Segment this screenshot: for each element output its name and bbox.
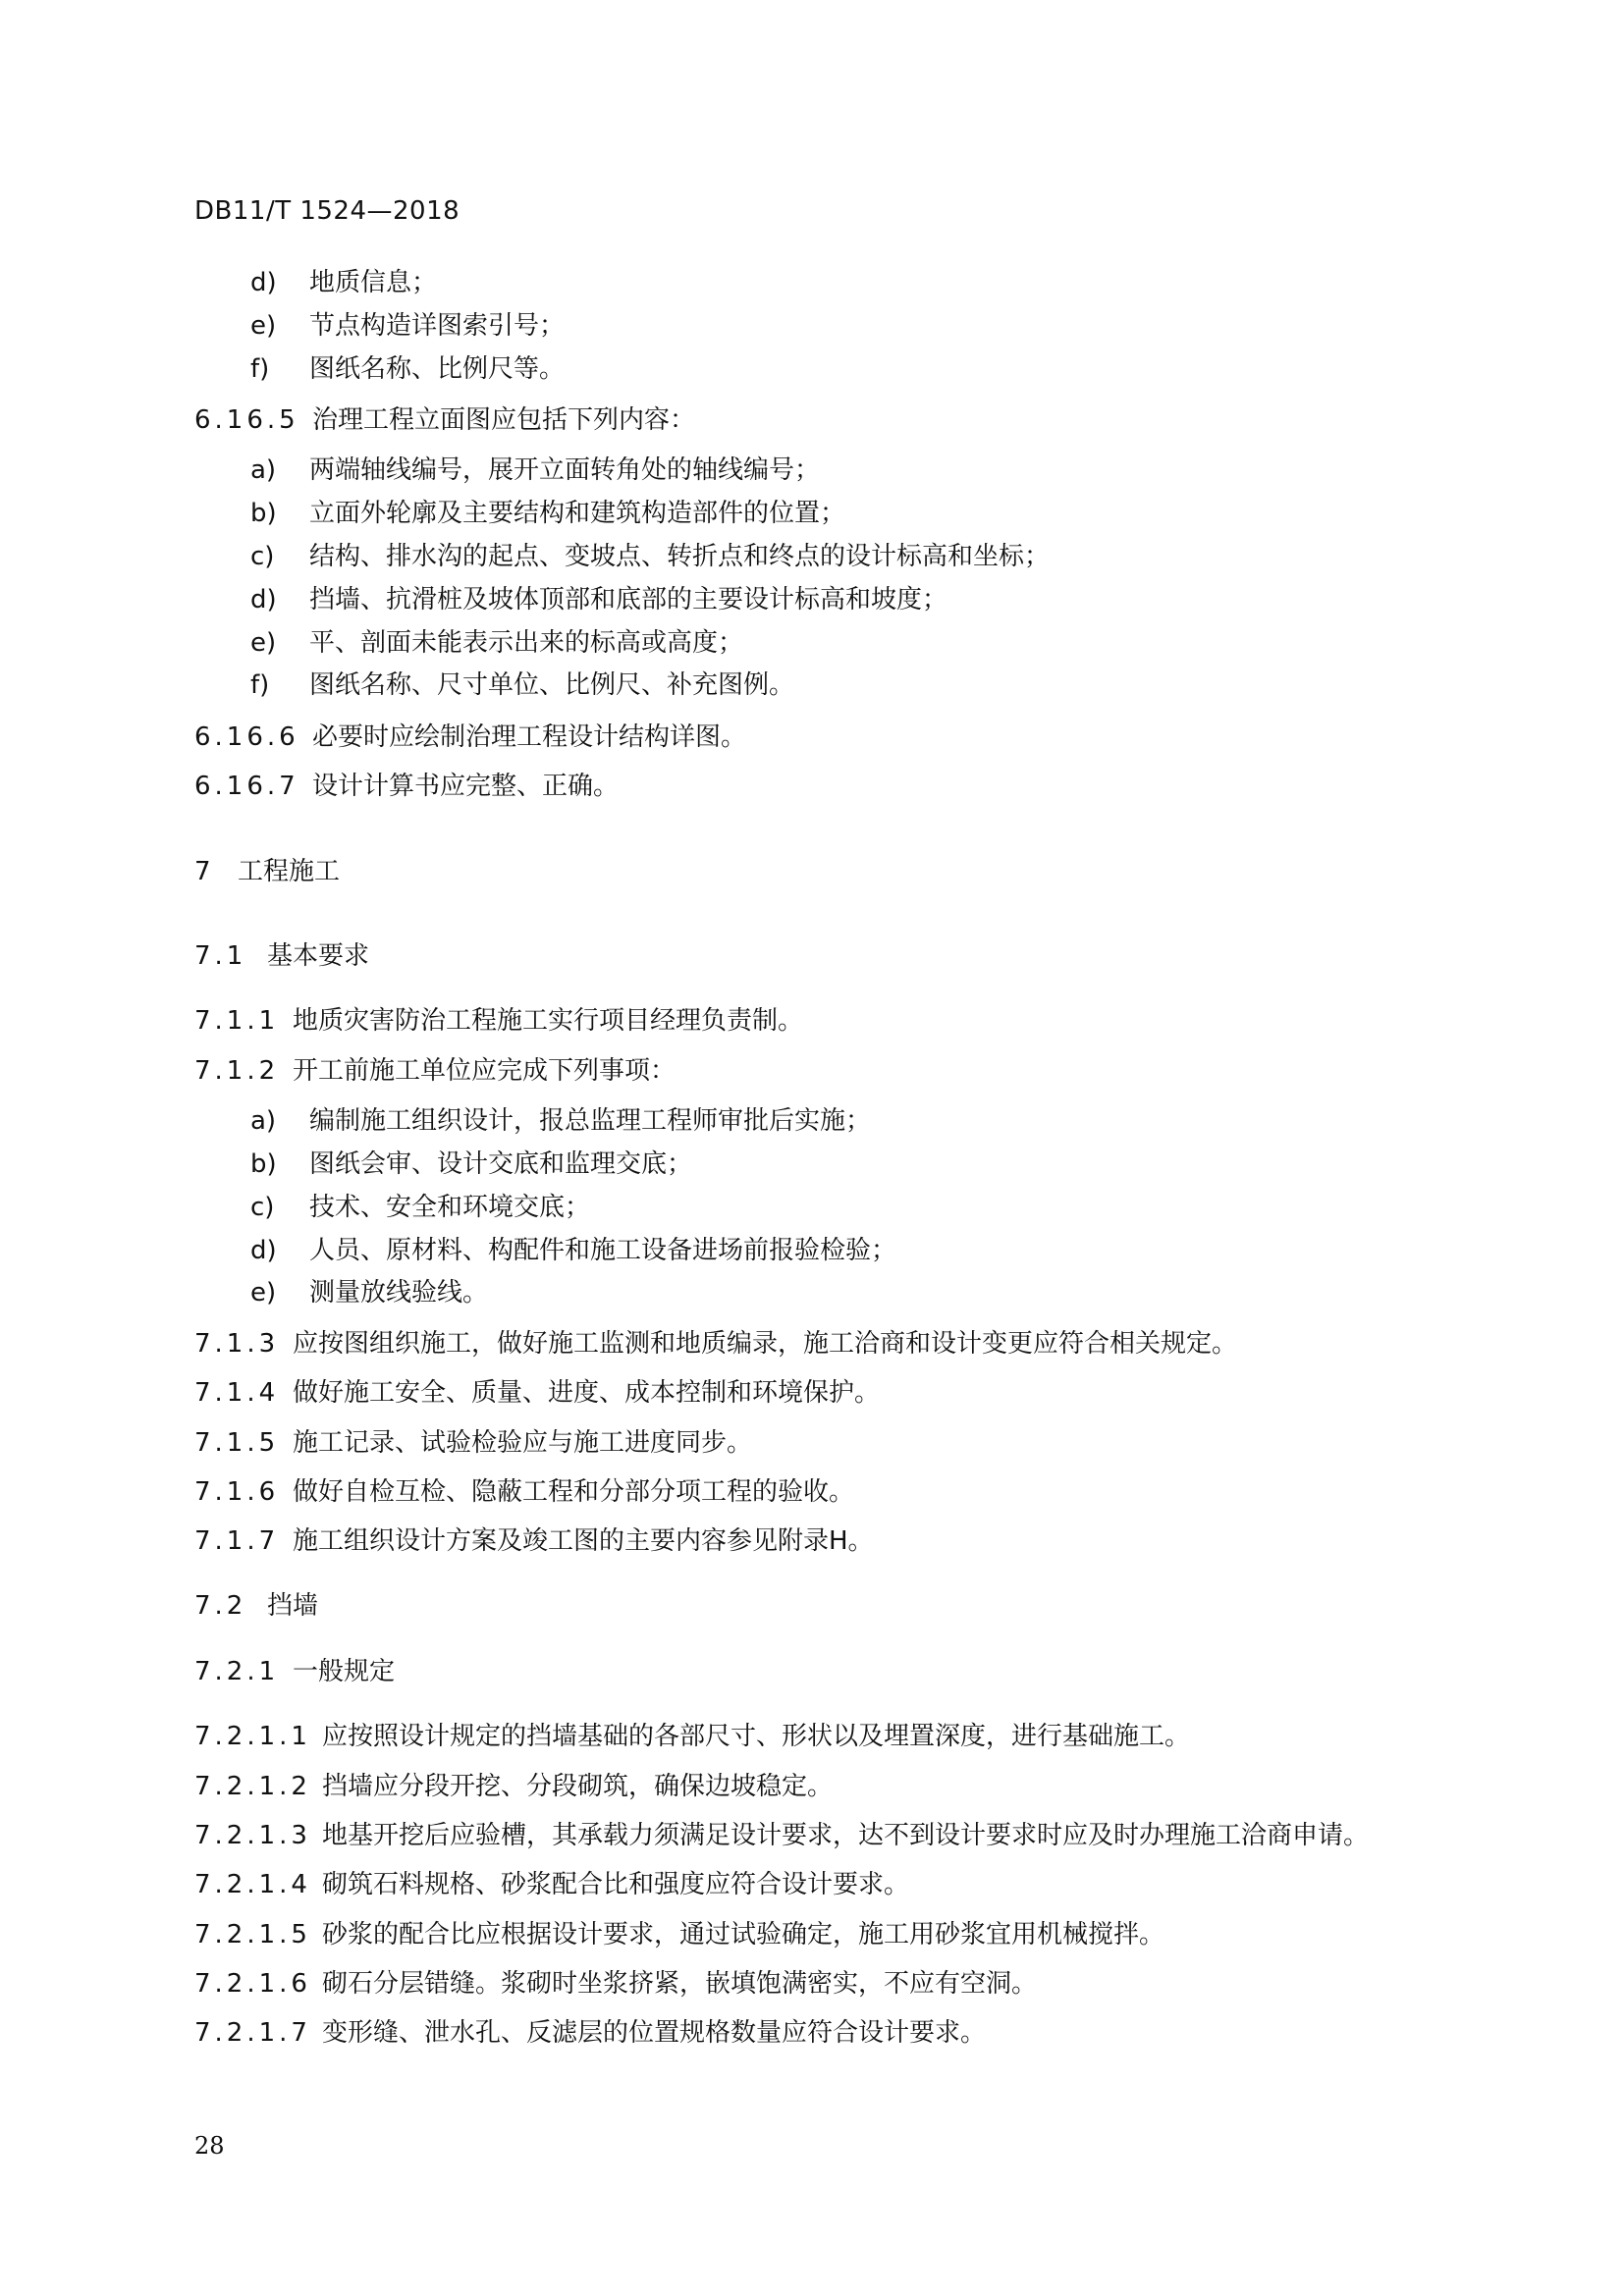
clause: 7.2.1.4 砌筑石料规格、砂浆配合比和强度应符合设计要求。 (194, 1870, 910, 1899)
subsection-heading: 7.2.1 一般规定 (194, 1657, 396, 1686)
clause: 7.2.1.6 砌石分层错缝。浆砌时坐浆挤紧，嵌填饱满密实，不应有空洞。 (194, 1969, 1038, 1999)
clause: 7.2.1.5 砂浆的配合比应根据设计要求，通过试验确定，施工用砂浆宜用机械搅拌。 (194, 1920, 1165, 1949)
list-item: a) 两端轴线编号，展开立面转角处的轴线编号； (250, 455, 821, 485)
list-item: e) 平、剖面未能表示出来的标高或高度； (250, 628, 744, 658)
list-item: b) 图纸会审、设计交底和监理交底； (250, 1149, 693, 1179)
list-item: b) 立面外轮廓及主要结构和建筑构造部件的位置； (250, 499, 846, 528)
clause: 7.1.1 地质灾害防治工程施工实行项目经理负责制。 (194, 1006, 804, 1036)
clause: 7.1.2 开工前施工单位应完成下列事项： (194, 1056, 677, 1086)
page-number: 28 (194, 2132, 225, 2160)
chapter-heading: 7 工程施工 (194, 857, 341, 886)
list-item: d) 人员、原材料、构配件和施工设备进场前报验检验； (250, 1236, 897, 1265)
list-item: a) 编制施工组织设计，报总监理工程师审批后实施； (250, 1106, 872, 1136)
list-item: d) 地质信息； (250, 268, 438, 297)
list-item: d) 挡墙、抗滑桩及坡体顶部和底部的主要设计标高和坡度； (250, 585, 948, 614)
clause: 6.16.6 必要时应绘制治理工程设计结构详图。 (194, 722, 747, 752)
section-heading: 7.2 挡墙 (194, 1591, 319, 1621)
clause: 7.1.6 做好自检互检、隐蔽工程和分部分项工程的验收。 (194, 1477, 855, 1507)
list-item: e) 测量放线验线。 (250, 1278, 489, 1308)
clause: 7.1.7 施工组织设计方案及竣工图的主要内容参见附录H。 (194, 1526, 874, 1556)
clause: 7.1.3 应按图组织施工，做好施工监测和地质编录，施工洽商和设计变更应符合相关规定。 (194, 1329, 1238, 1359)
list-item: c) 技术、安全和环境交底； (250, 1193, 591, 1222)
clause: 6.16.5 治理工程立面图应包括下列内容： (194, 405, 696, 435)
list-item: f) 图纸名称、比例尺等。 (250, 354, 566, 384)
clause: 7.2.1.7 变形缝、泄水孔、反滤层的位置规格数量应符合设计要求。 (194, 2018, 987, 2048)
clause: 7.2.1.3 地基开挖后应验槽，其承载力须满足设计要求，达不到设计要求时应及时办理施工洽商申请。 (194, 1821, 1370, 1850)
clause: 7.2.1.2 挡墙应分段开挖、分段砌筑，确保边坡稳定。 (194, 1772, 834, 1801)
list-item: c) 结构、排水沟的起点、变坡点、转折点和终点的设计标高和坐标； (250, 542, 1051, 571)
clause: 6.16.7 设计计算书应完整、正确。 (194, 772, 620, 801)
clause: 7.1.4 做好施工安全、质量、进度、成本控制和环境保护。 (194, 1378, 881, 1408)
list-item: f) 图纸名称、尺寸单位、比例尺、补充图例。 (250, 670, 795, 700)
document-code: DB11/T 1524—2018 (194, 196, 460, 226)
clause: 7.1.5 施工记录、试验检验应与施工进度同步。 (194, 1428, 753, 1458)
section-heading: 7.1 基本要求 (194, 941, 370, 971)
list-item: e) 节点构造详图索引号； (250, 311, 566, 341)
clause: 7.2.1.1 应按照设计规定的挡墙基础的各部尺寸、形状以及埋置深度，进行基础施工。 (194, 1722, 1191, 1751)
